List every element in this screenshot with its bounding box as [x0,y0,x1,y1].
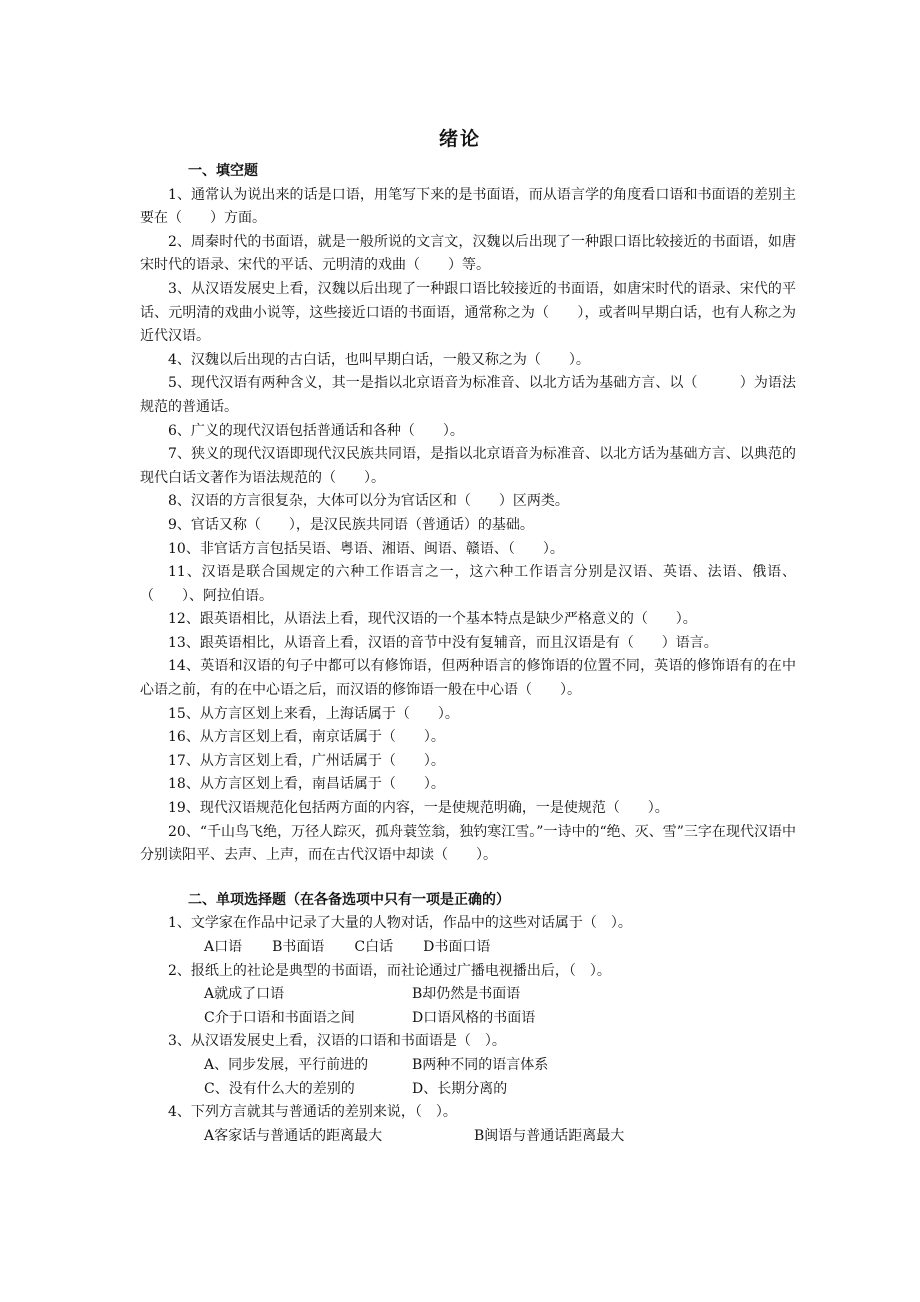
option-a: A就成了口语 [204,986,285,1003]
fill-blank-question-19: 19、现代汉语规范化包括两方面的内容，一是使规范明确，一是使规范（ ）。 [168,800,669,817]
choice-question-2: 2、报纸上的社论是典型的书面语，而社论通过广播电视播出后，（ ）。 [168,962,611,979]
choice-question-2-options-row-2 [140,1007,796,1031]
page-title: 绪论 [438,128,481,150]
section-heading-single-choice: 二、单项选择题（在各备选项中只有一项是正确的） [188,891,510,908]
option-c: C介于口语和书面语之间 [204,1009,355,1026]
option-a: A口语 [204,939,243,955]
fill-blank-question-3: 3、从汉语发展史上看，汉魏以后出现了一种跟口语比较接近的书面语，如唐宋时代的语录、宋代的平话、元明清的戏曲小说等，这些接近口语的书面语，通常称之为（ ），或者叫早期白话，也有人称之为近代汉语。 [140,280,796,345]
fill-blank-question-15: 15、从方言区划上来看，上海话属于（ ）。 [168,705,459,722]
fill-blank-question-1: 1、通常认为说出来的话是口语，用笔写下来的是书面语，而从语言学的角度看口语和书面语的差别主要在（ ）方面。 [140,186,796,227]
fill-blank-question-6: 6、广义的现代汉语包括普通话和各种（ ）。 [168,422,464,439]
choice-question-4-options-row-1 [140,1125,796,1149]
section-heading-fill-blank: 一、填空题 [188,163,258,179]
choice-question-1-options [140,936,796,960]
fill-blank-question-5: 5、现代汉语有两种含义，其一是指以北京语音为标准音、以北方话为基础方言、以（ ）为语法规范的普通话。 [140,375,796,415]
fill-blank-question-18: 18、从方言区划上看，南昌话属于（ ）。 [168,776,445,793]
option-b: B两种不同的语言体系 [412,1056,549,1073]
fill-blank-question-9: 9、官话又称（ ），是汉民族共同语（普通话）的基础。 [168,516,534,533]
option-a: A客家话与普通话的距离最大 [204,1127,383,1144]
option-c: C、没有什么大的差别的 [204,1080,355,1097]
option-d: D书面口语 [423,939,491,955]
fill-blank-question-13: 13、跟英语相比，从语音上看，汉语的音节中没有复辅音，而且汉语是有（ ）语言。 [168,634,718,651]
choice-question-3-options-row-1 [140,1054,796,1078]
fill-blank-question-20: 20、“千山鸟飞绝，万径人踪灭，孤舟蓑笠翁，独钓寒江雪。”一诗中的“绝、灭、雪”三字在现代汉语中分别读阳平、去声、上声，而在古代汉语中却读（ ）。 [140,823,796,864]
option-d: D口语风格的书面语 [412,1009,536,1026]
option-a: A、同步发展，平行前进的 [204,1056,369,1073]
choice-question-1: 1、文学家在作品中记录了大量的人物对话，作品中的这些对话属于（ ）。 [168,915,632,932]
fill-blank-question-11: 11、汉语是联合国规定的六种工作语言之一，这六种工作语言分别是汉语、英语、法语、俄语、（ ）、阿拉伯语。 [140,564,796,604]
fill-blank-question-16: 16、从方言区划上看，南京话属于（ ）。 [168,729,445,746]
option-d: D、长期分离的 [412,1080,508,1097]
fill-blank-question-7: 7、狭义的现代汉语即现代汉民族共同语，是指以北京语音为标准音、以北方话为基础方言、以典范的现代白话文著作为语法规范的（ ）。 [140,446,796,486]
fill-blank-question-10: 10、非官话方言包括吴语、粤语、湘语、闽语、赣语、（ ）。 [168,540,564,557]
option-b: B书面语 [272,939,325,955]
fill-blank-question-2: 2、周秦时代的书面语，就是一般所说的文言文，汉魏以后出现了一种跟口语比较接近的书面语，如唐宋时代的语录、宋代的平话、元明清的戏曲（ ）等。 [140,233,796,274]
fill-blank-question-14: 14、英语和汉语的句子中都可以有修饰语，但两种语言的修饰语的位置不同，英语的修饰语有的在中心语之前，有的在中心语之后，而汉语的修饰语一般在中心语（ ）。 [140,658,796,699]
option-b: B闽语与普通话距离最大 [474,1127,625,1144]
option-b: B却仍然是书面语 [412,986,521,1003]
choice-question-2-options-row-1 [140,983,796,1007]
document-body [140,160,796,1148]
fill-blank-question-12: 12、跟英语相比，从语法上看，现代汉语的一个基本特点是缺少严格意义的（ ）。 [168,611,697,628]
fill-blank-question-4: 4、汉魏以后出现的古白话，也叫早期白话，一般又称之为（ ）。 [168,351,590,368]
choice-question-3-options-row-2 [140,1078,796,1102]
fill-blank-question-8: 8、汉语的方言很复杂，大体可以分为官话区和（ ）区两类。 [168,493,569,510]
choice-question-3: 3、从汉语发展史上看，汉语的口语和书面语是（ ）。 [168,1033,506,1050]
fill-blank-question-17: 17、从方言区划上看，广州话属于（ ）。 [168,752,445,769]
option-c: C白话 [354,939,394,955]
choice-question-4: 4、下列方言就其与普通话的差别来说，（ ）。 [168,1104,457,1121]
